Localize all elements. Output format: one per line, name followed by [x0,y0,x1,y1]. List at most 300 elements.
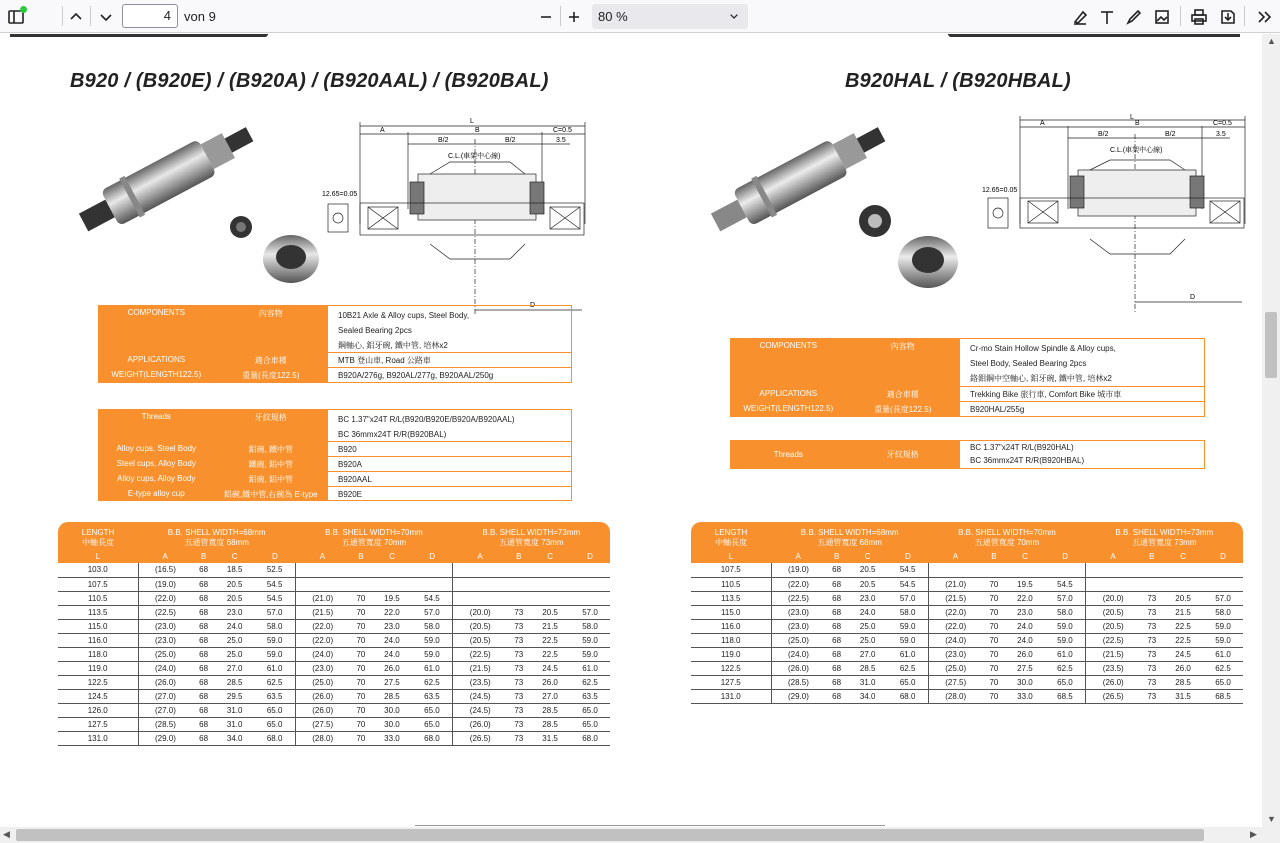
column-header: A [453,550,508,563]
table-cell: 68.0 [254,731,295,745]
image-icon[interactable] [1150,5,1174,29]
table-cell: (29.0) [771,689,825,703]
table-cell: 59.0 [254,633,295,647]
column-header: L [58,550,138,563]
column-header: D [1045,550,1086,563]
column-header: B [507,550,530,563]
table-cell: 62.5 [1203,661,1243,675]
table-cell: 70 [350,731,373,745]
table-cell: 18.5 [215,563,255,577]
table-cell: 24.0 [1005,633,1045,647]
table-cell [507,577,530,591]
table-row [58,731,610,745]
table-row [58,675,610,689]
table-cell [412,563,453,577]
table-cell: 59.0 [1045,619,1086,633]
previous-page-button[interactable] [64,5,88,29]
table-cell: 131.0 [691,689,771,703]
table-cell: (25.0) [138,647,192,661]
table-cell: (20.0) [1086,591,1141,605]
table-cell: (23.5) [1086,661,1141,675]
table-cell: 59.0 [412,647,453,661]
table-cell: 24.5 [1163,647,1203,661]
table-cell: 59.0 [570,633,610,647]
table-cell: (25.0) [928,661,982,675]
table-cell: (19.0) [138,577,192,591]
column-header: C [1163,550,1203,563]
zoom-in-button[interactable] [562,5,586,29]
components-line: 鉻鉬鋼中空軸心, 鋁牙碗, 鐵中管, 培林x2 [970,374,1112,383]
dim-label-b2: B/2 [1165,131,1176,138]
table-cell: (22.0) [771,577,825,591]
table-cell: 68.5 [1203,689,1243,703]
table-cell: 54.5 [887,563,928,577]
table-cell: 70 [350,647,373,661]
table-cell: 24.5 [530,661,570,675]
table-cell: 62.5 [412,675,453,689]
bottom-bracket-image-left [66,114,306,274]
table-cell: 73 [1140,647,1163,661]
table-cell: 24.0 [215,619,255,633]
table-cell [1005,563,1045,577]
table-cell: 57.0 [254,605,295,619]
table-cell [453,591,508,605]
table-row [691,633,1243,647]
dim-label-3-5: 3.5 [1216,131,1226,138]
table-cell: 73 [1140,605,1163,619]
table-cell: (20.5) [453,619,508,633]
table-row [58,591,610,605]
table-cell: 62.5 [570,675,610,689]
table-cell [1140,563,1163,577]
table-cell: (21.0) [295,591,349,605]
table-cell: 68.5 [1045,689,1086,703]
variant-value: B920AAL [328,472,571,487]
table-row [58,605,610,619]
table-cell: 107.5 [58,577,138,591]
table-cell: 59.0 [887,633,928,647]
table-cell: 28.5 [372,689,412,703]
table-cell: 113.5 [58,605,138,619]
table-cell [350,563,373,577]
scroll-corner [1262,827,1280,843]
table-cell: 70 [983,591,1006,605]
product-title-left: B920 / (B920E) / (B920A) / (B920AAL) / (B920BAL) [70,70,549,92]
column-header: A [771,550,825,563]
table-cell: (24.0) [928,633,982,647]
table-cell: 70 [983,605,1006,619]
table-cell: (28.5) [771,675,825,689]
divider [560,6,561,26]
table-cell: 19.5 [1005,577,1045,591]
components-spec-box [730,338,1205,417]
table-cell: 59.0 [1203,619,1243,633]
table-cell: 54.5 [412,591,453,605]
table-cell: 73 [507,675,530,689]
table-cell: 24.0 [372,647,412,661]
scroll-up-icon[interactable]: ▲ [1267,36,1276,46]
table-cell: 20.5 [848,563,888,577]
scroll-left-icon[interactable]: ◀ [3,829,10,839]
table-row [691,675,1243,689]
table-cell [295,577,349,591]
table-cell: 34.0 [215,731,255,745]
table-cell: 110.5 [58,591,138,605]
weight-value: B920HAL/255g [970,405,1025,414]
table-cell: 61.0 [1203,647,1243,661]
vertical-scroll-thumb[interactable] [1265,312,1277,378]
table-cell: 110.5 [691,577,771,591]
table-cell: 107.5 [691,563,771,577]
components-label: COMPONENTS [759,341,817,350]
table-cell: 20.5 [530,605,570,619]
table-cell [412,577,453,591]
table-row [691,647,1243,661]
weight-label-zh: 重量(長度122.5) [874,405,932,414]
table-cell: 70 [350,619,373,633]
applications-label-zh: 適合車種 [886,390,919,399]
table-cell: 68 [825,661,848,675]
table-cell: 58.0 [1045,605,1086,619]
table-cell: 65.0 [254,703,295,717]
table-cell [1163,563,1203,577]
table-cell: (26.0) [771,661,825,675]
table-cell: 68 [192,563,215,577]
table-cell: 52.5 [254,563,295,577]
column-header: B [1140,550,1163,563]
scroll-down-icon[interactable]: ▼ [1267,814,1276,824]
divider [62,6,63,26]
components-label-zh: 內容物 [258,309,283,318]
table-cell: (22.0) [138,591,192,605]
page-count-label: von 9 [184,9,216,24]
table-cell: 24.0 [372,633,412,647]
table-cell: 28.5 [530,717,570,731]
threads-line: BC 36mmx24T R/R(B920HBAL) [970,456,1085,465]
table-cell: (22.0) [928,605,982,619]
table-cell [530,577,570,591]
table-cell: (21.5) [295,605,349,619]
table-cell: 122.5 [58,675,138,689]
table-cell [507,563,530,577]
table-cell: 73 [507,633,530,647]
table-cell: 68 [825,563,848,577]
table-cell: 68 [192,619,215,633]
table-cell [1045,563,1086,577]
table-cell: 54.5 [887,577,928,591]
table-cell: 54.5 [254,591,295,605]
table-cell: 70 [350,661,373,675]
table-cell: 73 [1140,591,1163,605]
horizontal-scrollbar[interactable] [0,827,1262,843]
dim-label-c: C=0.5 [553,127,572,134]
table-cell: 65.0 [1045,675,1086,689]
table-cell: 23.0 [1005,605,1045,619]
dim-label-d: D [530,302,536,309]
table-cell: (24.5) [453,703,508,717]
sidebar-toggle-icon[interactable] [4,5,28,29]
table-cell: 131.0 [58,731,138,745]
table-cell: 20.5 [215,591,255,605]
table-cell: (26.0) [1086,675,1141,689]
column-header: D [887,550,928,563]
page-edge-mark [948,34,1240,37]
table-cell: 70 [350,675,373,689]
table-cell: 65.0 [570,717,610,731]
dim-label-12-65: 12.65=0.05 [322,191,358,198]
table-cell: 73 [507,689,530,703]
components-label: COMPONENTS [127,308,185,317]
table-cell: (23.0) [138,619,192,633]
table-cell: 20.5 [1163,591,1203,605]
column-header: B [350,550,373,563]
components-label-zh: 內容物 [890,342,915,351]
table-row [691,689,1243,703]
components-line: Sealed Bearing 2pcs [338,326,412,335]
table-cell: (22.0) [295,633,349,647]
length-header: LENGTH 中軸長度 [58,522,138,550]
applications-label: APPLICATIONS [127,355,186,364]
table-cell: 113.5 [691,591,771,605]
table-cell: 68 [825,591,848,605]
column-header: C [530,550,570,563]
table-cell: 27.0 [530,689,570,703]
table-cell: (24.0) [295,647,349,661]
column-header-row [691,550,1243,563]
table-cell: 23.0 [848,591,888,605]
zoom-out-button[interactable] [534,5,558,29]
applications-label: APPLICATIONS [759,389,818,398]
table-cell: 28.5 [1163,675,1203,689]
technical-drawing-left [310,114,590,309]
table-cell: 73 [1140,689,1163,703]
table-cell: 70 [983,661,1006,675]
draw-icon[interactable] [1122,5,1146,29]
horizontal-scroll-thumb[interactable] [16,829,1204,841]
table-cell: 20.5 [848,577,888,591]
table-cell [1163,577,1203,591]
technical-drawing-right [970,114,1250,301]
table-cell: 68 [192,661,215,675]
table-cell: 31.5 [1163,689,1203,703]
components-line: Steel Body, Sealed Bearing 2pcs [970,359,1087,368]
table-cell: 26.0 [1163,661,1203,675]
table-cell: 31.0 [215,717,255,731]
variant-label: Alloy cups, Steel Body [116,444,197,453]
table-cell: 22.0 [1005,591,1045,605]
table-cell: 57.0 [412,605,453,619]
column-header: C [848,550,888,563]
divider [1244,6,1245,26]
table-cell [530,563,570,577]
components-line: Cr-mo Stain Hollow Spindle & Alloy cups, [970,344,1116,353]
table-cell: 22.0 [372,605,412,619]
highlight-icon[interactable] [1068,5,1092,29]
table-cell: 119.0 [58,661,138,675]
threads-spec-box [98,409,572,501]
zoom-select[interactable] [592,4,748,29]
table-row [58,577,610,591]
threads-label: Threads [773,450,803,459]
table-cell: 68.0 [412,731,453,745]
table-cell: 57.0 [887,591,928,605]
table-cell: 103.0 [58,563,138,577]
table-cell [507,591,530,605]
pdf-toolbar [0,0,1280,33]
table-cell: 22.5 [1163,619,1203,633]
column-header: B [825,550,848,563]
table-cell: 28.5 [530,703,570,717]
table-cell: 68.0 [887,689,928,703]
table-cell: 116.0 [691,619,771,633]
table-cell: 65.0 [570,703,610,717]
table-cell: 70 [350,633,373,647]
components-value [328,306,571,353]
dim-label-b: B [475,127,480,134]
threads-line: BC 1.37"x24T R/L(B920/B920E/B920A/B920AAL) [338,415,515,424]
threads-label-zh: 牙紋規格 [254,413,287,422]
table-cell: (22.5) [771,591,825,605]
variant-label-zh: 鋁碗, 鋁中管 [248,475,293,484]
more-tools-icon[interactable] [1252,5,1276,29]
table-cell: (26.0) [295,703,349,717]
table-row [58,689,610,703]
weight-label: WEIGHT(LENGTH122.5) [111,370,202,379]
document-viewer[interactable] [0,34,1262,827]
save-icon[interactable] [1216,5,1240,29]
length-table-left [58,522,610,746]
length-table-right [691,522,1243,704]
table-cell: 61.0 [887,647,928,661]
table-cell: 23.0 [372,619,412,633]
table-cell: 124.5 [58,689,138,703]
table-cell: 59.0 [570,647,610,661]
table-cell: 33.0 [372,731,412,745]
table-cell: (20.5) [453,633,508,647]
table-cell: 59.0 [887,619,928,633]
table-cell: (22.5) [138,605,192,619]
table-cell: 58.0 [254,619,295,633]
table-row [691,661,1243,675]
page-number-input[interactable]: 4 [122,4,178,28]
table-cell: 70 [983,689,1006,703]
print-icon[interactable] [1187,5,1211,29]
table-cell: 61.0 [570,661,610,675]
table-cell [928,563,982,577]
table-cell: 58.0 [887,605,928,619]
table-row [58,647,610,661]
table-cell: 70 [350,605,373,619]
table-cell: 26.0 [1005,647,1045,661]
length-header: LENGTH 中軸長度 [691,522,771,550]
dim-label-3-5: 3.5 [556,137,566,144]
table-cell: 68 [825,647,848,661]
table-cell: 61.0 [1045,647,1086,661]
table-cell: 68 [825,605,848,619]
components-value [960,339,1204,387]
table-cell: 25.0 [848,619,888,633]
table-cell [295,563,349,577]
table-cell: 24.0 [848,605,888,619]
table-row [691,563,1243,577]
weight-value: B920A/276g, B920AL/277g, B920AAL/250g [338,371,494,380]
table-cell: 65.0 [412,717,453,731]
table-cell: 70 [350,591,373,605]
table-cell: (26.0) [453,717,508,731]
table-cell [570,591,610,605]
table-cell: 65.0 [887,675,928,689]
column-header: A [1086,550,1141,563]
table-cell: 70 [983,619,1006,633]
table-row [691,577,1243,591]
variant-value: B920A [328,457,571,472]
table-cell [1203,563,1243,577]
column-header: A [138,550,192,563]
variant-value: B920E [338,490,363,499]
divider [1180,6,1181,26]
table-cell: 62.5 [1045,661,1086,675]
dim-label-b2: B/2 [1098,131,1109,138]
vertical-scrollbar[interactable] [1262,34,1280,827]
table-cell: 70 [350,689,373,703]
table-cell: 68 [192,675,215,689]
dim-label-a: A [380,127,385,134]
table-cell: 65.0 [1203,675,1243,689]
table-cell: 73 [507,703,530,717]
table-cell: 57.0 [1203,591,1243,605]
table-cell: 28.5 [215,675,255,689]
table-cell: 27.5 [1005,661,1045,675]
table-cell: (21.5) [453,661,508,675]
table-cell: 73 [507,661,530,675]
table-cell: 68.0 [570,731,610,745]
shell-73-header: B.B. SHELL WIDTH=73mm 五通管寬度 73mm [1086,522,1243,550]
table-cell: 54.5 [1045,577,1086,591]
text-tool-icon[interactable] [1095,5,1119,29]
table-cell [570,577,610,591]
threads-value [328,410,571,442]
applications-value: Trekking Bike 旅行車, Comfort Bike 城市車 [960,387,1204,402]
table-cell: 68 [192,731,215,745]
table-cell: 118.0 [58,647,138,661]
table-row [691,605,1243,619]
table-cell: 25.0 [215,647,255,661]
next-page-button[interactable] [94,5,118,29]
table-cell: (27.0) [138,703,192,717]
threads-label-zh: 牙紋規格 [886,450,919,459]
table-cell [1140,577,1163,591]
table-cell: 62.5 [887,661,928,675]
table-cell: 58.0 [570,619,610,633]
table-cell: 34.0 [848,689,888,703]
table-cell: 19.5 [372,591,412,605]
table-cell: 31.0 [215,703,255,717]
scroll-right-icon[interactable]: ▶ [1250,829,1257,839]
table-cell: 26.0 [372,661,412,675]
status-dot [20,6,27,13]
table-cell: 65.0 [254,717,295,731]
table-cell: 68 [192,633,215,647]
bottom-bracket-image-right [698,114,968,274]
table-cell: (28.5) [138,717,192,731]
divider [90,6,91,26]
table-cell: 22.5 [530,647,570,661]
table-cell: 65.0 [412,703,453,717]
table-cell: (27.5) [928,675,982,689]
table-cell: 61.0 [412,661,453,675]
dim-label-c: C=0.5 [1213,120,1232,127]
threads-line: BC 36mmx24T R/R(B920BAL) [338,430,447,439]
